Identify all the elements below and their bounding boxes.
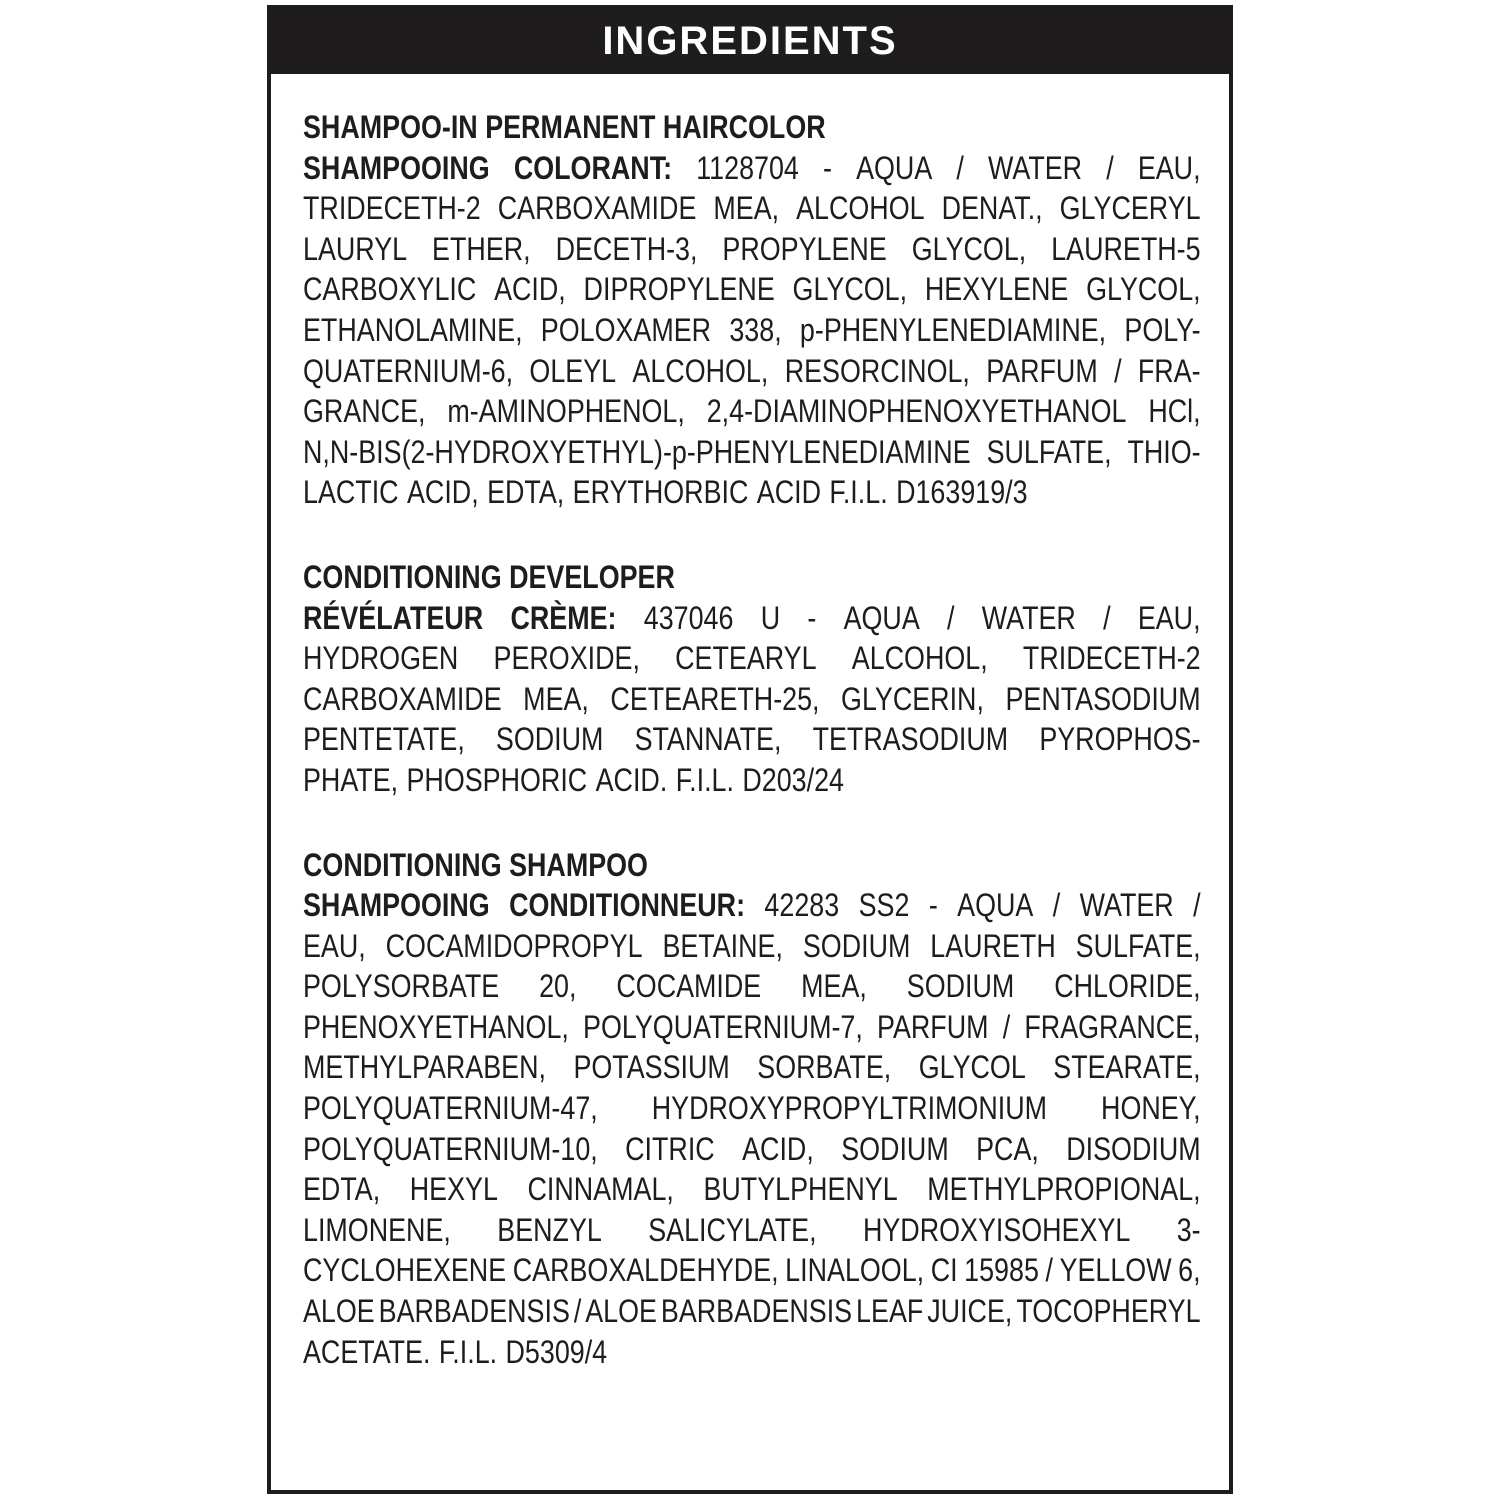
ingredient-line: LIMONENE, BENZYL SALICYLATE, HYDROXYISOHEXYL 3-: [303, 1211, 1201, 1248]
ingredient-line: ACETATE. F.I.L. D5309/4: [303, 1333, 608, 1370]
ingredient-line: HYDROGEN PEROXIDE, CETEARYL ALCOHOL, TRIDECETH-2: [303, 640, 1201, 677]
ingredient-line: SHAMPOOING CONDITIONNEUR: 42283 SS2 - AQUA / WATER /: [303, 887, 1201, 924]
ingredient-line: N,N-BIS(2-HYDROXYETHYL)-p-PHENYLENEDIAMINE SULFATE, THIO-: [303, 433, 1201, 470]
section-title: CONDITIONING DEVELOPER: [303, 558, 675, 595]
ingredient-line: SHAMPOOING COLORANT: 1128704 - AQUA / WATER / EAU,: [303, 149, 1201, 186]
ingredient-line: EDTA, HEXYL CINNAMAL, BUTYLPHENYL METHYLPROPIONAL,: [303, 1171, 1201, 1208]
ingredient-line: RÉVÉLATEUR CRÈME: 437046 U - AQUA / WATER / EAU,: [303, 599, 1201, 636]
ingredient-line: PHATE, PHOSPHORIC ACID. F.I.L. D203/24: [303, 761, 844, 798]
ingredient-line: PHENOXYETHANOL, POLYQUATERNIUM-7, PARFUM / FRAGRANCE,: [303, 1008, 1201, 1045]
ingredient-line: ALOE BARBADENSIS / ALOE BARBADENSIS LEAF JUICE, TOCOPHERYL: [303, 1293, 1201, 1330]
ingredient-section: [303, 845, 1201, 1373]
section-title: CONDITIONING SHAMPOO: [303, 846, 648, 883]
ingredient-line: POLYQUATERNIUM-10, CITRIC ACID, SODIUM PCA, DISODIUM: [303, 1130, 1201, 1167]
ingredient-section: [303, 557, 1201, 801]
ingredient-line: POLYSORBATE 20, COCAMIDE MEA, SODIUM CHLORIDE,: [303, 968, 1201, 1005]
panel-title: INGREDIENTS: [271, 9, 1229, 74]
ingredients-panel: [267, 5, 1233, 1494]
section-title: SHAMPOO-IN PERMANENT HAIRCOLOR: [303, 109, 826, 145]
ingredient-line: TRIDECETH-2 CARBOXAMIDE MEA, ALCOHOL DENAT., GLYCERYL: [303, 190, 1201, 227]
ingredient-line: POLYQUATERNIUM-47, HYDROXYPROPYLTRIMONIUM HONEY,: [303, 1090, 1201, 1127]
ingredient-line: CARBOXAMIDE MEA, CETEARETH-25, GLYCERIN, PENTASODIUM: [303, 680, 1201, 717]
ingredient-line: LACTIC ACID, EDTA, ERYTHORBIC ACID F.I.L. D163919/3: [303, 474, 1028, 511]
ingredient-line: PENTETATE, SODIUM STANNATE, TETRASODIUM PYROPHOS-: [303, 721, 1201, 758]
ingredient-line: CARBOXYLIC ACID, DIPROPYLENE GLYCOL, HEXYLENE GLYCOL,: [303, 271, 1201, 308]
ingredient-line: GRANCE, m-AMINOPHENOL, 2,4-DIAMINOPHENOXYETHANOL HCl,: [303, 393, 1201, 430]
ingredients-content: [303, 107, 1201, 1416]
ingredient-line: METHYLPARABEN, POTASSIUM SORBATE, GLYCOL STEARATE,: [303, 1049, 1201, 1086]
ingredient-line: QUATERNIUM-6, OLEYL ALCOHOL, RESORCINOL, PARFUM / FRA-: [303, 352, 1201, 389]
ingredient-line: CYCLOHEXENE CARBOXALDEHYDE, LINALOOL, CI 15985 / YELLOW 6,: [303, 1252, 1201, 1289]
ingredient-section: [303, 107, 1201, 513]
ingredient-line: EAU, COCAMIDOPROPYL BETAINE, SODIUM LAURETH SULFATE,: [303, 927, 1201, 964]
ingredient-line: LAURYL ETHER, DECETH-3, PROPYLENE GLYCOL, LAURETH-5: [303, 230, 1201, 267]
ingredient-line: ETHANOLAMINE, POLOXAMER 338, p-PHENYLENEDIAMINE, POLY-: [303, 311, 1201, 348]
